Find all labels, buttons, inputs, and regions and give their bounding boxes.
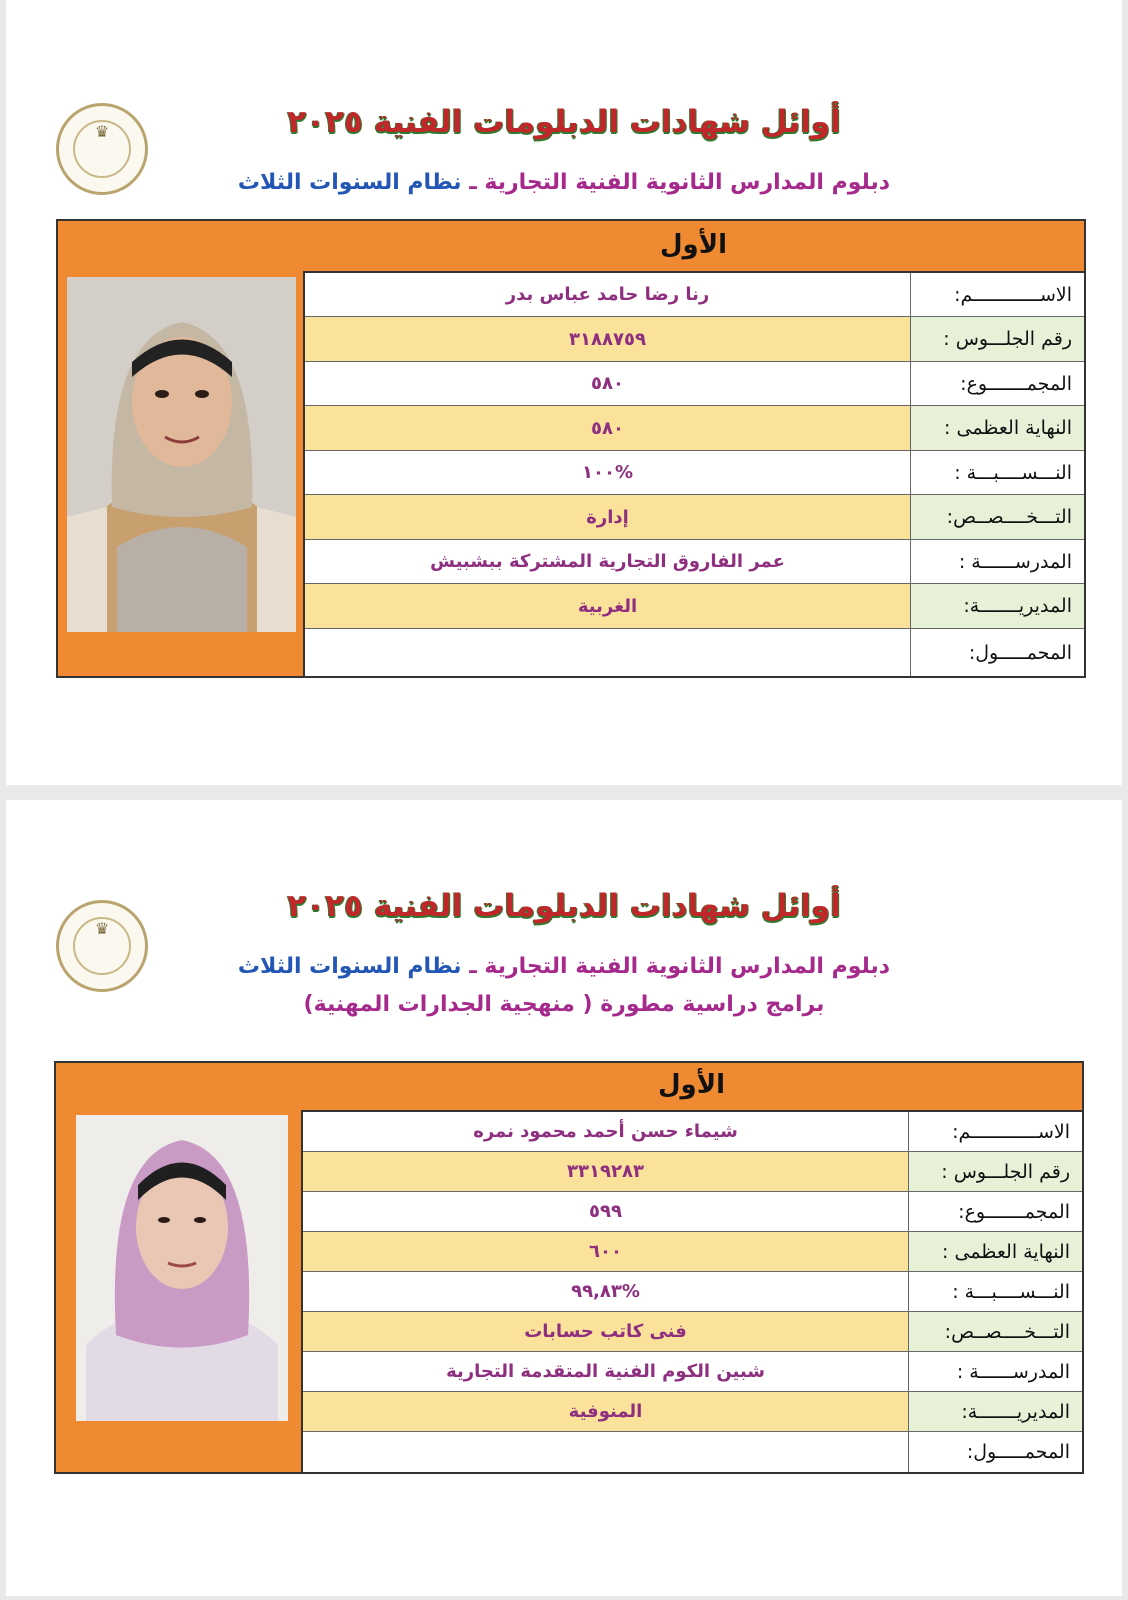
label-total: المجمـــــــوع: xyxy=(908,1192,1082,1231)
value-percentage: %١٠٠ xyxy=(305,451,910,494)
label-max-score: النهاية العظمى : xyxy=(908,1232,1082,1271)
ministry-seal-icon: ♛ xyxy=(56,103,148,195)
row-total xyxy=(305,362,1084,406)
label-specialization: التـــخــــصــص: xyxy=(910,495,1084,539)
value-name: شيماء حسن أحمد محمود نمره xyxy=(303,1112,908,1151)
row-max-score xyxy=(303,1232,1082,1272)
subtitle xyxy=(6,954,1122,979)
subtitle-diploma: دبلوم المدارس الثانوية الفنية التجارية ـ xyxy=(469,954,891,979)
label-directorate: المديريـــــــة: xyxy=(910,584,1084,628)
student-photo-image xyxy=(76,1115,288,1421)
row-school xyxy=(305,540,1084,584)
row-percentage xyxy=(305,451,1084,495)
subtitle-diploma: دبلوم المدارس الثانوية الفنية التجارية ـ xyxy=(469,170,891,195)
row-school xyxy=(303,1352,1082,1392)
row-name xyxy=(303,1112,1082,1152)
subtitle-system: نظام السنوات الثلاث xyxy=(237,170,462,195)
rank-header: الأول xyxy=(301,1063,1082,1112)
certificate-sheet-1 xyxy=(6,0,1122,785)
student-card xyxy=(56,219,1086,678)
value-specialization: إدارة xyxy=(305,495,910,539)
rank-header: الأول xyxy=(303,221,1084,273)
info-table xyxy=(301,1112,1082,1472)
label-school: المدرســــــة : xyxy=(908,1352,1082,1391)
subtitle xyxy=(6,170,1122,195)
label-percentage: النـــســــبـــة : xyxy=(910,451,1084,494)
value-total: ٥٩٩ xyxy=(303,1192,908,1231)
label-specialization: التـــخــــصــص: xyxy=(908,1312,1082,1351)
row-seat-number xyxy=(303,1152,1082,1192)
label-mobile: المحمـــــول: xyxy=(908,1432,1082,1472)
value-total: ٥٨٠ xyxy=(305,362,910,405)
row-seat-number xyxy=(305,317,1084,362)
value-mobile xyxy=(305,629,910,676)
row-mobile xyxy=(305,629,1084,676)
row-directorate xyxy=(305,584,1084,629)
label-school: المدرســــــة : xyxy=(910,540,1084,583)
ministry-seal-icon: ♛ xyxy=(56,900,148,992)
label-seat-number: رقم الجلـــوس : xyxy=(910,317,1084,361)
label-directorate: المديريـــــــة: xyxy=(908,1392,1082,1431)
value-school: شبين الكوم الفنية المتقدمة التجارية xyxy=(303,1352,908,1391)
label-name: الاســــــــــــم: xyxy=(908,1112,1082,1151)
value-percentage: %٩٩,٨٣ xyxy=(303,1272,908,1311)
value-max-score: ٥٨٠ xyxy=(305,406,910,450)
label-percentage: النـــســــبـــة : xyxy=(908,1272,1082,1311)
value-directorate: المنوفية xyxy=(303,1392,908,1431)
label-max-score: النهاية العظمى : xyxy=(910,406,1084,450)
row-specialization xyxy=(305,495,1084,540)
subtitle-system: نظام السنوات الثلاث xyxy=(237,954,462,979)
page-title: أوائل شهادات الدبلومات الفنية ٢٠٢٥ xyxy=(287,888,841,924)
value-seat-number: ٣٣١٩٢٨٣ xyxy=(303,1152,908,1191)
student-photo xyxy=(67,277,296,632)
student-photo xyxy=(76,1115,288,1421)
info-table xyxy=(303,273,1084,676)
row-total xyxy=(303,1192,1082,1232)
value-school: عمر الفاروق التجارية المشتركة ببشبيش xyxy=(305,540,910,583)
row-name xyxy=(305,273,1084,317)
value-directorate: الغربية xyxy=(305,584,910,628)
label-mobile: المحمـــــول: xyxy=(910,629,1084,676)
row-percentage xyxy=(303,1272,1082,1312)
label-seat-number: رقم الجلـــوس : xyxy=(908,1152,1082,1191)
value-mobile xyxy=(303,1432,908,1472)
row-directorate xyxy=(303,1392,1082,1432)
subtitle-programs: برامج دراسية مطورة ( منهجية الجدارات المهنية) xyxy=(303,992,825,1017)
value-specialization: فنى كاتب حسابات xyxy=(303,1312,908,1351)
row-max-score xyxy=(305,406,1084,451)
row-specialization xyxy=(303,1312,1082,1352)
page-title: أوائل شهادات الدبلومات الفنية ٢٠٢٥ xyxy=(287,104,841,140)
row-mobile xyxy=(303,1432,1082,1472)
label-name: الاســــــــــــم: xyxy=(910,273,1084,316)
certificate-sheet-2 xyxy=(6,800,1122,1596)
student-card xyxy=(54,1061,1084,1474)
value-name: رنا رضا حامد عباس بدر xyxy=(305,273,910,316)
value-max-score: ٦٠٠ xyxy=(303,1232,908,1271)
student-photo-image xyxy=(67,277,296,632)
value-seat-number: ٣١٨٨٧٥٩ xyxy=(305,317,910,361)
label-total: المجمـــــــوع: xyxy=(910,362,1084,405)
